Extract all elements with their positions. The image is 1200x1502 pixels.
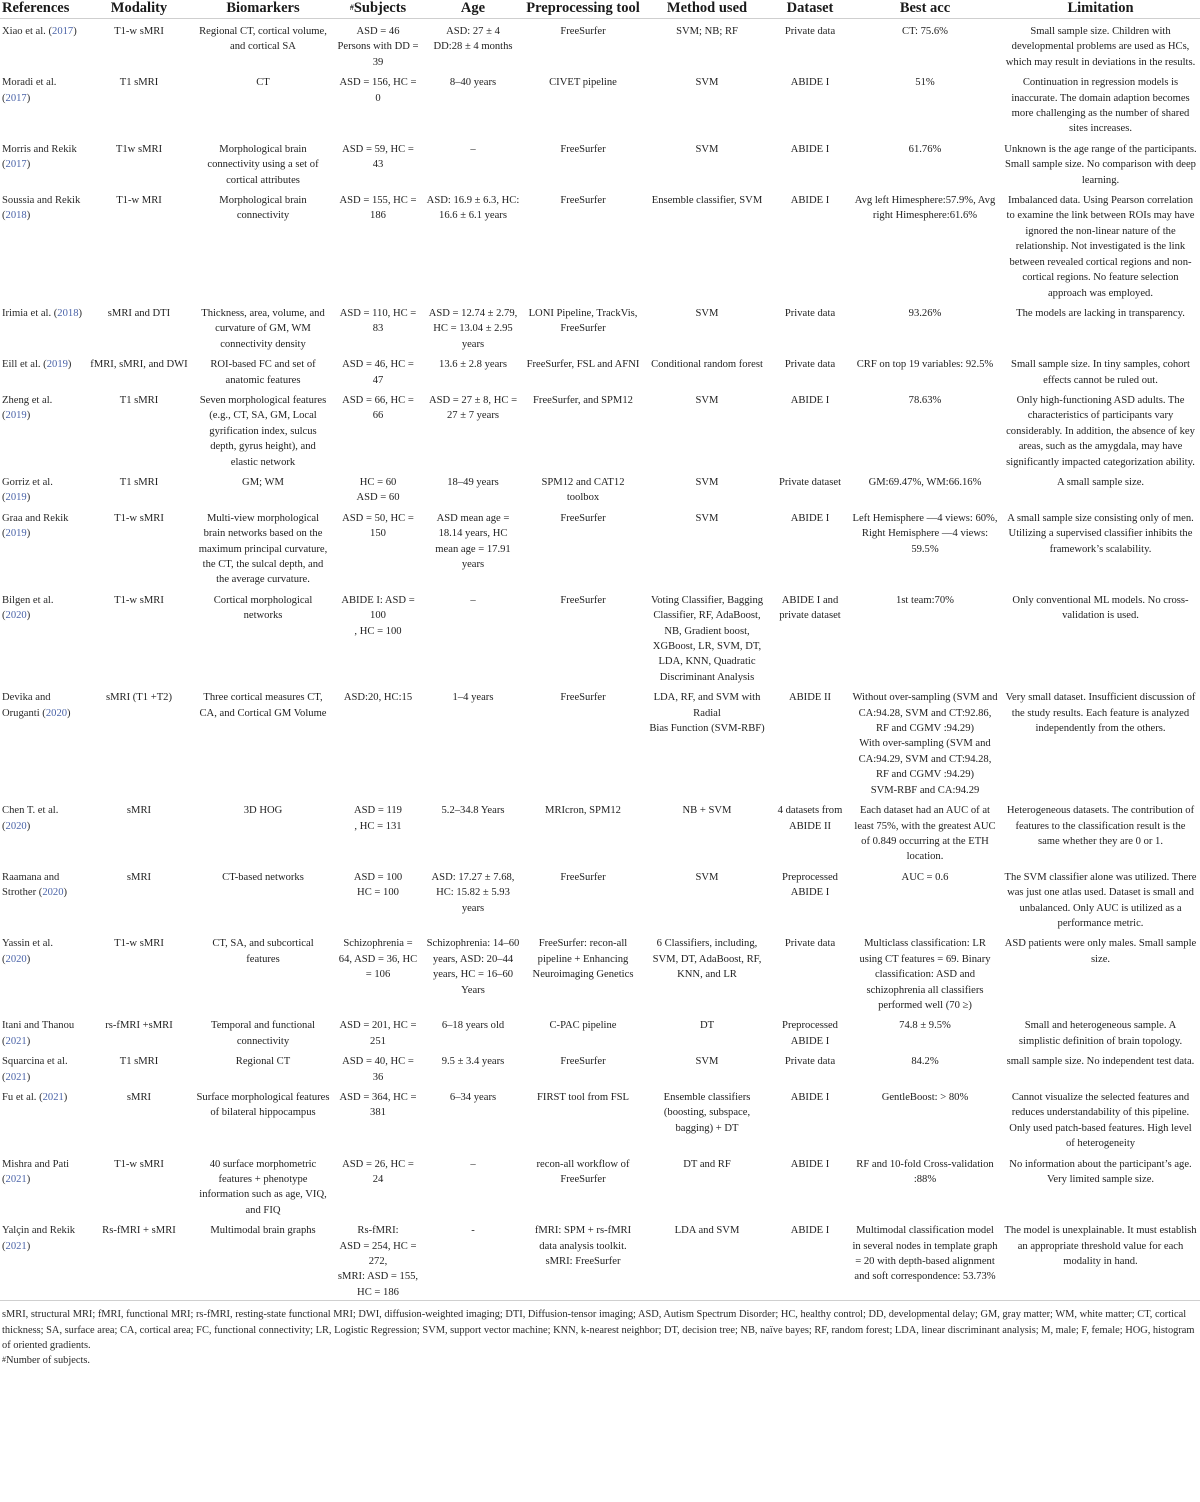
age-cell: – [470,594,476,606]
subjects-cell: ASD = 119 , HC = 131 [354,805,402,832]
reference-authors: Chen T. et al. ( [2,805,59,832]
age-cell: 5.2–34.8 Years [441,805,505,817]
acc-cell: Each dataset had an AUC of at least 75%, with the greatest AUC of 0.849 occurring at the ETH location. [854,805,996,863]
limitation-cell: A small sample size consisting only of men. Utilizing a supervised classifier inhibits the framework’s scalability. [1007,512,1194,555]
limitation-cell: Cannot visualize the selected features and reduces understandability of this pipeline. Only used patch-based features. High level of heterogeneity [1009,1092,1192,1150]
acc-cell: 74.8 ± 9.5% [899,1020,951,1032]
tool-cell: fMRI: SPM + rs-fMRI data analysis toolkit. sMRI: FreeSurfer [534,1225,632,1268]
method-cell: SVM [695,394,719,406]
col-header-references: References [2,0,70,16]
modality-cell: T1-w sMRI [114,1158,164,1170]
tool-cell: FreeSurfer [560,871,606,883]
table-row [0,798,1200,865]
dataset-cell: ABIDE I [790,77,830,89]
table-row [0,1085,1200,1152]
dataset-cell: ABIDE I [790,394,830,406]
limitation-cell: Very small dataset. Insufficient discussion of the study results. Each feature is analyzed independently from the others. [1005,692,1196,735]
acc-cell: Without over-sampling (SVM and CA:94.28, SVM and CT:92.86, RF and CGMV :94.29) With over-sampling (SVM and CA:94.29, SVM and CT:94.28, RF and CGMV :94.29) SVM-RBF and CA:94.29 [852,692,998,796]
dataset-cell: Preprocessed ABIDE I [782,871,838,899]
reference-cell [0,352,85,388]
reference-authors: Bilgen et al. ( [2,594,54,622]
limitation-cell: Unknown is the age range of the participants. Small sample size. No comparison with deep learning. [1004,143,1197,186]
age-cell: ASD: 27 ± 4 DD:28 ± 4 months [433,26,513,53]
modality-cell: T1 sMRI [119,1056,159,1068]
reference-year-link[interactable]: 2021 [5,1035,27,1047]
acc-cell: Left Hemisphere —4 views: 60%, Right Hemisphere —4 views: 59.5% [852,512,998,555]
biomarkers-cell: Morphological brain connectivity [219,195,307,222]
reference-cell [0,1049,85,1085]
modality-cell: sMRI [126,805,152,817]
reference-year-link[interactable]: 2019 [5,492,27,504]
reference-year-link[interactable]: 2021 [5,1174,27,1186]
reference-close-paren: ) [67,359,72,371]
biomarkers-cell: Three cortical measures CT, CA, and Cortical GM Volume [199,692,327,719]
reference-cell [0,865,85,932]
modality-cell: sMRI [126,871,152,883]
limitation-cell: Only conventional ML models. No cross-validation is used. [1012,594,1189,622]
method-cell: SVM [695,307,719,319]
table-row [0,685,1200,798]
modality-cell: sMRI (T1 +T2) [106,692,172,704]
subjects-cell: ASD = 155, HC = 186 [339,195,417,222]
limitation-cell: Small and heterogeneous sample. A simplistic definition of brain topology. [1018,1020,1183,1047]
method-cell: Voting Classifier, Bagging Classifier, RF, AdaBoost, NB, Gradient boost, XGBoost, LR, SVM, DT, LDA, KNN, Quadratic Discriminant Analysis [650,594,764,683]
reference-cell [0,506,85,588]
dataset-cell: Private data [784,26,836,37]
subjects-cell: ASD = 40, HC = 36 [342,1056,414,1083]
col-header-limitation: Limitation [1067,0,1134,16]
acc-cell: RF and 10-fold Cross-validation :88% [856,1158,994,1186]
method-cell: SVM [695,476,719,488]
reference-year-link[interactable]: 2019 [5,528,27,540]
reference-cell [0,70,85,137]
modality-cell: sMRI [126,1092,152,1103]
reference-authors: Yassin et al. ( [2,938,54,965]
biomarkers-cell: Temporal and functional connectivity [211,1020,315,1047]
footnote-superscript: # [2,1354,6,1364]
modality-cell: T1 sMRI [119,394,159,406]
dataset-cell: 4 datasets from ABIDE II [777,805,843,832]
method-cell: DT [699,1020,715,1032]
table-row [0,1152,1200,1219]
dataset-cell: ABIDE I [790,1225,830,1237]
table-row [0,1218,1200,1301]
tool-cell: FreeSurfer [560,26,606,37]
table-row [0,1013,1200,1049]
tool-cell: CIVET pipeline [549,77,617,89]
header-row [0,0,1200,19]
limitation-cell: The SVM classifier alone was utilized. There was just one atlas used. Dataset is small and unbalanced. Only AUC is utilized as a performance metric. [1004,871,1197,929]
col-header-subjects-label: Subjects [353,0,407,16]
tool-cell: recon-all workflow of FreeSurfer [536,1158,630,1186]
biomarkers-cell: Multimodal brain graphs [210,1225,316,1237]
tool-cell: C-PAC pipeline [549,1020,617,1032]
col-header-method-used: Method used [666,0,748,16]
reference-close-paren: ) [26,1240,31,1252]
table-row [0,188,1200,301]
dataset-cell: ABIDE I [790,143,830,155]
reference-close-paren: ) [26,1071,31,1083]
tool-cell: FreeSurfer [560,594,606,606]
biomarkers-cell: 40 surface morphometric features + phenotype information such as age, VIQ, and FIQ [199,1158,327,1216]
footnote-subjects-text: Number of subjects. [6,1354,90,1366]
reference-authors: Eill et al. ( [2,359,47,371]
age-cell: 9.5 ± 3.4 years [441,1056,505,1068]
method-cell: Ensemble classifiers (boosting, subspace, bagging) + DT [663,1092,751,1134]
subjects-cell: ASD = 59, HC = 43 [342,143,414,171]
subjects-superscript: # [349,3,354,12]
reference-authors: Morris and Rekik ( [2,143,77,171]
method-cell: SVM; NB; RF [676,26,738,37]
table-row [0,931,1200,1013]
biomarkers-cell: Surface morphological features of bilateral hippocampus [196,1092,330,1119]
dataset-cell: ABIDE I [790,1092,830,1103]
col-header-modality: Modality [110,0,168,16]
reference-authors: Raamana and Strother ( [2,871,60,899]
reference-year-link[interactable]: 2018 [5,210,27,222]
acc-cell: 61.76% [908,143,942,155]
age-cell: – [470,1158,476,1170]
reference-year-link[interactable]: 2019 [46,359,68,371]
age-cell: ASD: 17.27 ± 7.68, HC: 15.82 ± 5.93 years [431,871,515,914]
dataset-cell: Private data [784,938,836,950]
age-cell: ASD = 27 ± 8, HC = 27 ± 7 years [428,394,518,422]
modality-cell: T1-w sMRI [114,594,164,606]
age-cell: Schizophrenia: 14–60 years, ASD: 20–44 years, HC = 16–60 Years [426,938,520,996]
biomarkers-cell: Multi-view morphological brain networks based on the maximum principal curvature, the CT, the sulcal depth, and the average curvature. [198,512,328,586]
acc-cell: 93.26% [908,307,942,319]
modality-cell: T1-w sMRI [114,512,164,524]
modality-cell: T1-w MRI [116,195,162,207]
subjects-cell: ASD = 364, HC = 381 [339,1092,417,1119]
limitation-cell: No information about the participant’s age. Very limited sample size. [1009,1158,1192,1186]
reference-year-link[interactable]: 2017 [5,92,27,104]
acc-cell: 1st team:70% [896,594,954,606]
limitation-cell: Only high-functioning ASD adults. The characteristics of participants vary considerably. In addition, the absence of key areas, such as the amygdala, may have significantly impacted categorization ability. [1006,394,1195,468]
reference-authors: Graa and Rekik ( [2,512,69,540]
reference-close-paren: ) [63,887,68,899]
reference-year-link[interactable]: 2021 [5,1071,27,1083]
subjects-cell: ASD = 46, HC = 47 [342,359,414,386]
reference-authors: Zheng et al. ( [2,394,53,422]
reference-close-paren: ) [26,492,31,504]
col-header-age: Age [460,0,486,16]
reference-cell [0,1085,85,1152]
reference-cell [0,388,85,470]
tool-cell: SPM12 and CAT12 toolbox [541,476,625,504]
subjects-cell: ASD = 66, HC = 66 [342,394,414,422]
reference-close-paren: ) [26,610,31,622]
table-row [0,19,1200,71]
modality-cell: T1-w sMRI [114,26,164,37]
method-cell: Ensemble classifier, SVM [651,195,763,207]
dataset-cell: ABIDE I [790,195,830,207]
subjects-cell: ASD = 156, HC = 0 [339,77,417,104]
biomarkers-cell: Seven morphological features (e.g., CT, SA, GM, Local gyrification index, sulcus depth, gyrus height), and elastic network [199,394,327,468]
acc-cell: GM:69.47%, WM:66.16% [868,476,982,488]
subjects-cell: HC = 60 ASD = 60 [356,476,400,504]
modality-cell: sMRI and DTI [107,307,171,319]
reference-year-link[interactable]: 2020 [42,887,64,899]
age-cell: ASD: 16.9 ± 6.3, HC: 16.6 ± 6.1 years [426,195,520,222]
dataset-cell: Private data [784,359,836,371]
reference-year-link[interactable]: 2019 [5,410,27,422]
reference-year-link[interactable]: 2021 [42,1092,64,1103]
acc-cell: GentleBoost: > 80% [881,1092,969,1103]
reference-cell [0,1218,85,1301]
tool-cell: FreeSurfer, FSL and AFNI [526,359,640,371]
method-cell: SVM [695,143,719,155]
col-header-preprocessing-tool: Preprocessing tool [526,0,640,16]
age-cell: 6–18 years old [441,1020,505,1032]
tool-cell: FIRST tool from FSL [537,1092,629,1103]
age-cell: 18–49 years [447,476,499,488]
limitation-cell: Small sample size. In tiny samples, cohort effects cannot be ruled out. [1011,359,1190,386]
subjects-cell: ASD = 26, HC = 24 [342,1158,414,1186]
reference-close-paren: ) [26,1035,31,1047]
reference-close-paren: ) [26,210,31,222]
reference-year-link[interactable]: 2020 [45,707,68,719]
biomarkers-cell: CT, SA, and subcortical features [212,938,314,965]
table-row [0,1049,1200,1085]
reference-cell [0,188,85,301]
table-footnote: sMRI, structural MRI; fMRI, functional MRI; rs-fMRI, resting-state functional MRI; DWI, diffusion-weighted imaging; DTI, Diffusion-tensor imaging; ASD, Autism Spectrum Disorder; HC, healthy control; DD, developmental delay; GM, gray matter; WM, white matter; CT, cortical thickness; SA, surface area; CA, cortical area; FC, functional connectivity; LR, Logistic Regression; SVM, support vector machine; KNN, k-nearest neighbor; DT, decision tree; NB, naïve bayes; RF, random forest; LDA, linear discriminant analysis; M, male; F, female; HOG, histogram of oriented gradients. [2,1309,1195,1352]
reference-close-paren: ) [26,159,31,171]
biomarkers-cell: Regional CT, cortical volume, and cortical SA [199,26,327,53]
method-cell: NB + SVM [682,805,732,817]
modality-cell: T1-w sMRI [114,938,164,950]
reference-year-link[interactable]: 2021 [5,1240,27,1252]
tool-cell: FreeSurfer [560,692,606,704]
table-row [0,137,1200,188]
tool-cell: FreeSurfer: recon-all pipeline + Enhancing Neuroimaging Genetics [532,938,634,981]
reference-close-paren: ) [63,1092,68,1103]
acc-cell: 78.63% [908,394,942,406]
dataset-cell: ABIDE II [788,692,832,704]
acc-cell: 84.2% [911,1056,939,1068]
reference-authors: Gorriz et al. ( [2,476,53,504]
reference-cell [0,685,85,798]
acc-cell: CT: 75.6% [902,26,948,37]
reference-authors: Soussia and Rekik ( [2,195,81,222]
dataset-cell: Private data [784,1056,836,1068]
acc-cell: CRF on top 19 variables: 92.5% [856,359,994,371]
reference-year-link[interactable]: 2020 [5,820,27,832]
reference-authors: Yalçin and Rekik ( [2,1225,76,1252]
reference-authors: Irimia et al. ( [2,307,58,319]
table-row [0,388,1200,470]
dataset-cell: Preprocessed ABIDE I [782,1020,838,1047]
reference-cell [0,1152,85,1219]
reference-close-paren: ) [26,820,31,832]
reference-cell [0,588,85,685]
reference-authors: Devika and Oruganti ( [2,692,51,719]
acc-cell: Avg left Himesphere:57.9%, Avg right Himesphere:61.6% [854,195,996,222]
reference-year-link[interactable]: 2018 [57,307,79,319]
table-row [0,70,1200,137]
method-cell: 6 Classifiers, including, SVM, DT, AdaBoost, RF, KNN, and LR [652,938,762,981]
age-cell: - [471,1225,475,1237]
limitation-cell: Heterogeneous datasets. The contribution of features to the classification result is the same whether they are 0 or 1. [1006,805,1195,847]
modality-cell: Rs-fMRI + sMRI [102,1225,176,1237]
subjects-cell: ASD = 46 Persons with DD = 39 [337,26,419,68]
method-cell: SVM [695,871,719,883]
reference-close-paren: ) [26,953,31,965]
subjects-cell: ASD = 50, HC = 150 [342,512,414,540]
table-row [0,352,1200,388]
acc-cell: Multiclass classification: LR using CT features = 69. Binary classification: ASD and schizophrenia all classifiers performed well (70 ≥) [859,938,991,1011]
table-row [0,506,1200,588]
subjects-cell: ASD = 100 HC = 100 [353,871,403,899]
tool-cell: FreeSurfer [560,195,606,207]
biomarkers-cell: Regional CT [235,1056,291,1068]
biomarkers-cell: CT [256,77,270,89]
limitation-cell: Small sample size. Children with developmental problems are used as HCs, which may result in deviations in the results. [1005,26,1196,68]
modality-cell: T1w sMRI [115,143,163,155]
tool-cell: FreeSurfer [560,143,606,155]
method-cell: SVM [695,1056,719,1068]
reference-cell [0,798,85,865]
reference-cell [0,301,85,352]
table-row [0,301,1200,352]
dataset-cell: ABIDE I and private dataset [779,594,841,622]
method-cell: SVM [695,77,719,89]
limitation-cell: Continuation in regression models is inaccurate. The domain adaption becomes more challenging as the number of shared sites increases. [1011,77,1190,135]
limitation-cell: The model is unexplainable. It must establish an appropriate threshold value for each modality in hand. [1004,1225,1197,1268]
modality-cell: T1 sMRI [119,77,159,89]
reference-cell [0,1013,85,1049]
modality-cell: rs-fMRI +sMRI [105,1020,173,1032]
reference-close-paren: ) [67,707,71,719]
method-cell: DT and RF [683,1158,731,1170]
age-cell: – [470,143,476,155]
biomarkers-cell: Thickness, area, volume, and curvature of GM, WM connectivity density [201,307,325,350]
age-cell: 6–34 years [449,1092,497,1103]
reference-authors: Itani and Thanou ( [2,1020,75,1047]
reference-close-paren: ) [73,26,77,37]
dataset-cell: Private data [784,307,836,319]
reference-authors: Mishra and Pati ( [2,1158,70,1186]
age-cell: 13.6 ± 2.8 years [439,359,507,371]
table-footnote-subjects [0,1354,1200,1367]
method-cell: LDA and SVM [674,1225,740,1237]
reference-close-paren: ) [26,528,31,540]
biomarkers-cell: 3D HOG [243,805,283,817]
col-header-dataset: Dataset [786,0,834,16]
method-cell: SVM [695,512,719,524]
table-row [0,865,1200,932]
col-header-biomarkers: Biomarkers [226,0,300,16]
acc-cell: Multimodal classification model in several nodes in template graph = 20 with depth-based alignment and soft correspondence: 53.73% [852,1225,998,1283]
biomarkers-cell: GM; WM [242,476,284,488]
biomarkers-cell: CT-based networks [222,871,304,883]
biomarkers-cell: Morphological brain connectivity using a set of cortical attributes [207,143,319,186]
method-cell: Conditional random forest [651,359,763,371]
biomarkers-cell: Cortical morphological networks [213,594,313,622]
subjects-cell: Rs-fMRI: ASD = 254, HC = 272, sMRI: ASD = 155, HC = 186 [337,1225,419,1298]
tool-cell: FreeSurfer, and SPM12 [533,394,633,406]
age-cell: ASD mean age = 18.14 years, HC mean age = 17.91 years [435,512,511,570]
reference-year-link[interactable]: 2020 [5,610,27,622]
age-cell: ASD = 12.74 ± 2.79, HC = 13.04 ± 2.95 years [428,307,518,350]
acc-cell: AUC = 0.6 [901,871,949,883]
reference-close-paren: ) [26,92,31,104]
reference-close-paren: ) [78,307,83,319]
reference-close-paren: ) [26,1174,31,1186]
subjects-cell: ABIDE I: ASD = 100 , HC = 100 [341,594,415,637]
tool-cell: FreeSurfer [560,512,606,524]
subjects-cell: Schizophrenia = 64, ASD = 36, HC = 106 [338,938,418,981]
limitation-cell: Imbalanced data. Using Pearson correlation to examine the link between ROIs may have ignored the non-linear nature of the relationship. Not investigated is the link between revealed cortical regions and non-cortical regions. No feature selection approach was employed. [1006,195,1195,299]
reference-year-link[interactable]: 2017 [5,159,27,171]
biomarkers-cell: ROI-based FC and set of anatomic features [210,359,316,386]
reference-year-link[interactable]: 2020 [5,953,27,965]
reference-year-link[interactable]: 2017 [52,26,74,37]
reference-authors: Fu et al. ( [2,1092,43,1103]
col-header-subjects [333,0,423,19]
reference-authors: Xiao et al. ( [2,26,53,37]
modality-cell: fMRI, sMRI, and DWI [90,359,188,371]
tool-cell: LONI Pipeline, TrackVis, FreeSurfer [528,307,638,335]
limitation-cell: ASD patients were only males. Small sample size. [1004,938,1197,965]
subjects-cell: ASD = 201, HC = 251 [339,1020,417,1047]
reference-authors: Squarcina et al. ( [2,1056,68,1083]
reference-authors: Moradi et al. ( [2,77,57,104]
table-row [0,588,1200,685]
age-cell: 8–40 years [449,77,497,89]
reference-cell [0,137,85,188]
dataset-cell: ABIDE I [790,512,830,524]
acc-cell: 51% [915,77,935,89]
dataset-cell: Private dataset [778,476,842,488]
col-header-best-acc: Best acc [899,0,951,16]
modality-cell: T1 sMRI [119,476,159,488]
reference-cell [0,19,85,71]
tool-cell: MRIcron, SPM12 [545,805,621,817]
limitation-cell: The models are lacking in transparency. [1016,307,1185,319]
reference-close-paren: ) [26,410,31,422]
subjects-cell: ASD = 110, HC = 83 [339,307,417,335]
reference-cell [0,470,85,506]
reference-cell [0,931,85,1013]
tool-cell: FreeSurfer [560,1056,606,1068]
method-cell: LDA, RF, and SVM with Radial Bias Function (SVM-RBF) [649,692,765,735]
limitation-cell: small sample size. No independent test data. [1006,1056,1195,1068]
table-row [0,470,1200,506]
subjects-cell: ASD:20, HC:15 [343,692,413,704]
dataset-cell: ABIDE I [790,1158,830,1170]
limitation-cell: A small sample size. [1056,476,1145,488]
age-cell: 1–4 years [452,692,494,704]
